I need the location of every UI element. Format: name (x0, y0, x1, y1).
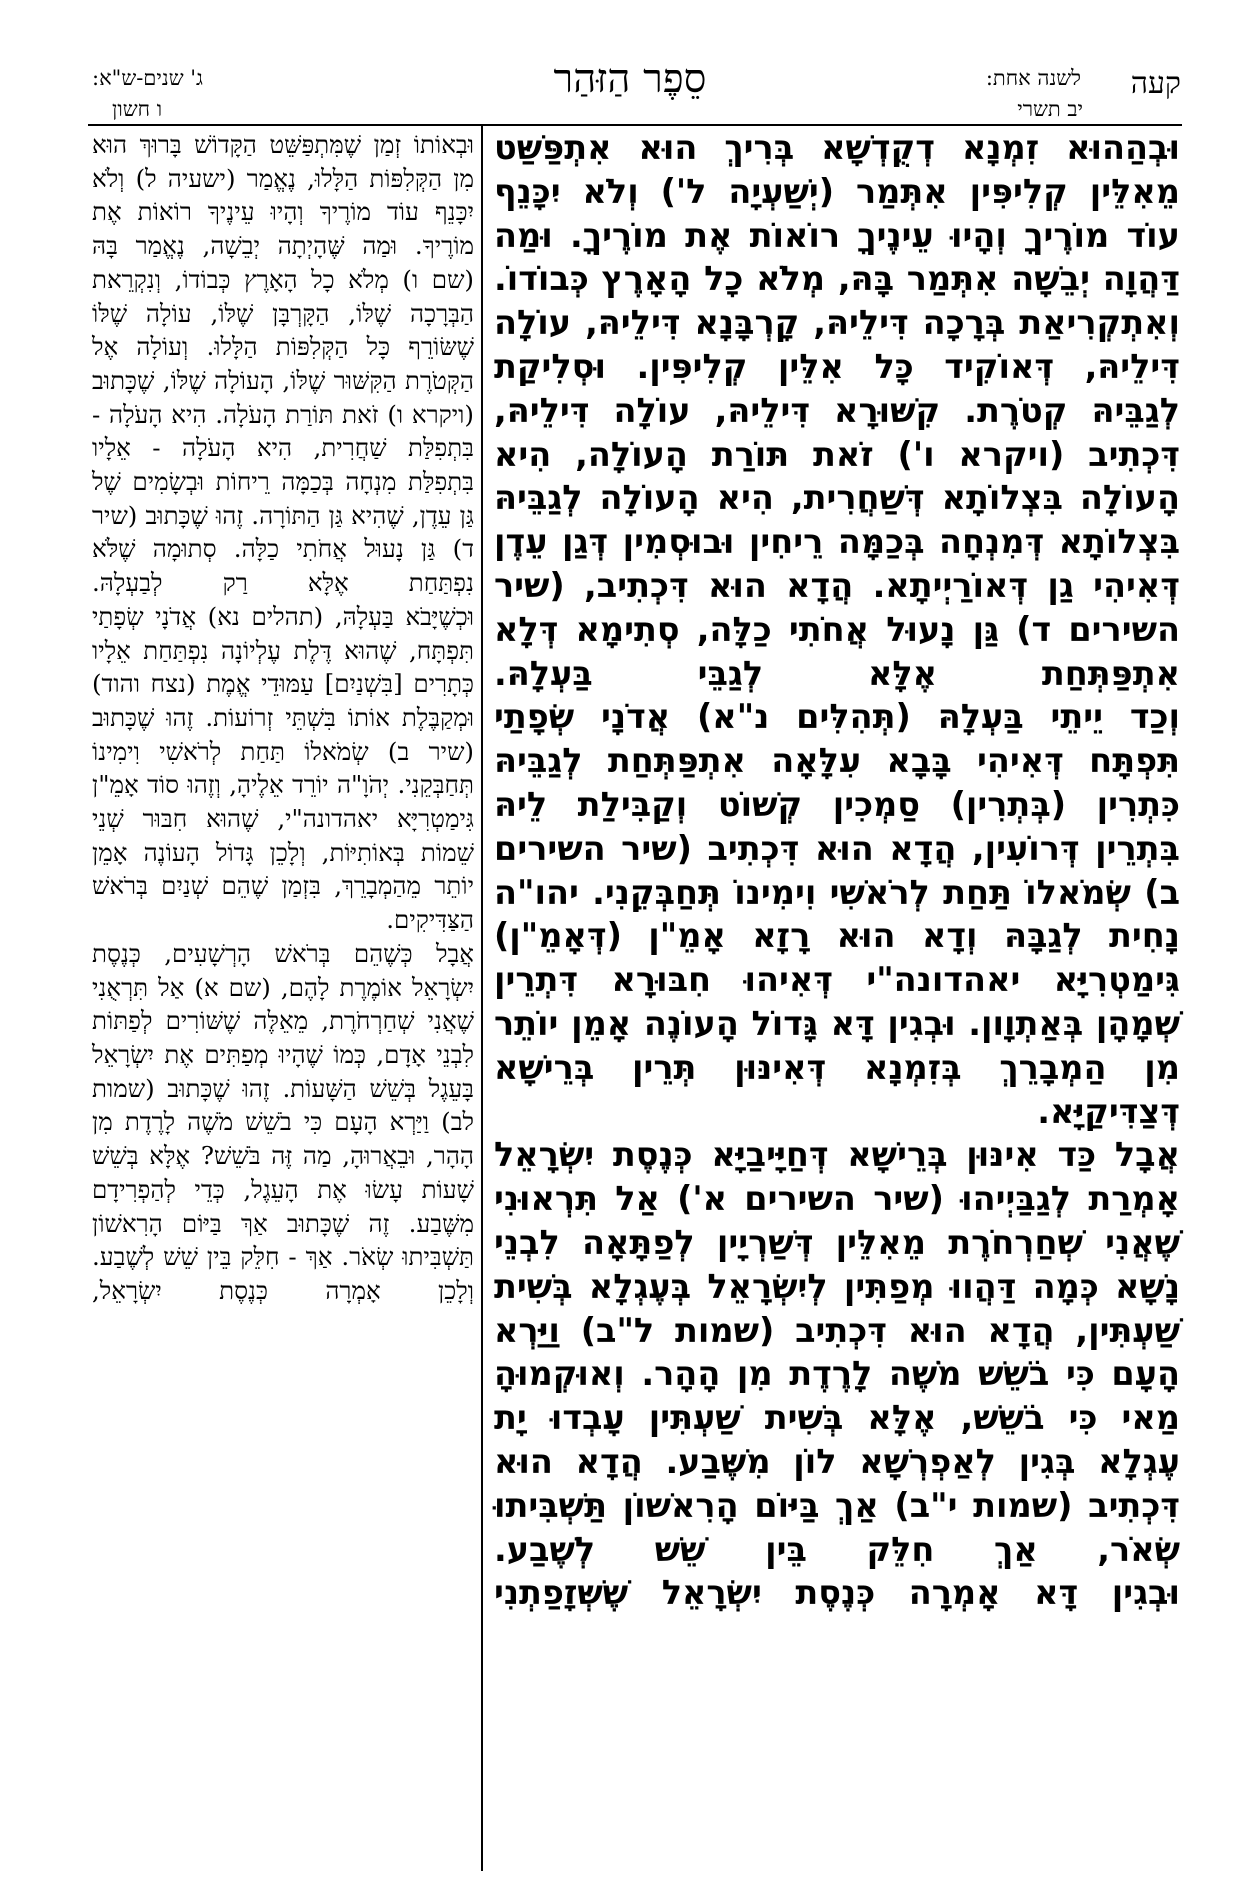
daily-schedule-three-years: ג' שנים-ש"א: (92, 66, 203, 90)
aramaic-main-column (494, 126, 1180, 1615)
daily-date-three-years: ו חשון (112, 97, 163, 121)
translation-paragraph: וְלָכֵן אָמְרָה כְּנֶסֶת יִשְׂרָאֵל, (92, 1275, 474, 1305)
page-header (0, 0, 1253, 120)
daily-date-one-year: יב תשרי (1017, 97, 1083, 121)
main-paragraph: וּבְגִין דָּא אָמְרָה כְּנֶסֶת יִשְׂרָאֵל שֶׁשְּׁזָפַתְנִי (494, 1573, 1180, 1613)
daily-schedule-one-year: לשנה אחת: (985, 66, 1081, 90)
book-title: סֵפֶר הַזּהַר (553, 56, 707, 102)
hebrew-translation-column (92, 128, 474, 1308)
translation-paragraph: וּבְאוֹתוֹ זְמַן שֶׁמִּתְפַּשֵּׁט הַקָּדוֹשׁ בָּרוּךְ הוּא מִן הַקְּלִפּוֹת הַלָּלוּ, נֶאֱמַר (ישעיה ל) וְלֹא יִכָּנֵף עוֹד מוֹרֶיךָ וְהָיוּ עֵינֶיךָ רוֹאוֹת אֶת מוֹרֶיךָ. וּמַה שֶּׁהָיְתָה יְבֵשָׁה, נֶאֱמַר בָּהּ (שם ו) מְלֹא כָל הָאָרֶץ כְּבוֹדוֹ, וְנִקְרֵאת הַבְּרָכָה שֶׁלּוֹ, הַקָּרְבָּן שֶׁלּוֹ, עוֹלָה שֶׁלּוֹ שֶׁשּׂוֹרֵף כָּל הַקְּלִפּוֹת הַלָּלוּ. וְעוֹלָה אֶל הַקְּטֹרֶת הַקִּשּׁוּר שֶׁלּוֹ, הָעוֹלָה שֶׁלּוֹ, שֶׁכָּתוּב (ויקרא ו) זֹאת תּוֹרַת הָעֹלָה. הִיא הָעֹלָה - בִּתְפִלַּת שַׁחֲרִית, הִיא הָעֹלָה - אֵלָיו בִּתְפִלַּת מִנְחָה בְּכַמָּה רֵיחוֹת וּבְשָׂמִים שֶׁל גַּן עֵדֶן, שֶׁהִיא גַּן הַתּוֹרָה. זֶהוּ שֶׁכָּתוּב (שיר ד) גַּן נָעוּל אֲחֹתִי כַלָּה. סְתוּמָה שֶׁלֹּא נִפְתַּחַת אֶלָּא רַק לְבַעְלָהּ. (92, 130, 474, 598)
main-paragraph: וְכַד יֵיתֵי בַּעְלָהּ (תְּהִלִּים נ"א) אֲדֹנָי שְׂפָתַי תִּפְתָּח דְּאִיהִי בָּבָא עִלָּאָה אִתְפַּתְּחַת לְגַבֵּיהּ כִּתְרִין (בְּתְרִין) סַמְכִין קְשׁוֹט וְקַבִּילַת לֵיהּ בִּתְרֵין דְּרוֹעִין, הֲדָא הוּא דִּכְתִיב (שיר השירים ב) שְׂמֹאלוֹ תַּחַת לְרֹאשִׁי וִימִינוֹ תְּחַבְּקֵנִי. יהו"ה נָחִית לְגַבָּהּ וְדָא הוּא רָזָא אָמֵ"ן (דְּאָמֵ"ן) גִּימַטְרִיָּא יאהדונה"י דְּאִיהוּ חִבּוּרָא דִּתְרֵין שְׁמָהָן בְּאַתְוָון. וּבְגִין דָּא גָּדוֹל הָעוֹנֶה אָמֵן יוֹתֵר מִן הַמְבָרֵךְ בְּזִמְנָא דְּאִינּוּן תְּרֵין בְּרֵישָׁא דְּצַדִּיקַיָּא. (494, 697, 1180, 1131)
translation-paragraph: אֲבָל כְּשֶׁהֵם בְּרֹאשׁ הָרְשָׁעִים, כְּנֶסֶת יִשְׂרָאֵל אוֹמֶרֶת לָהֶם, (שם א) אַל תִּרְאֻנִי שֶׁאֲנִי שְׁחַרְחֹרֶת, מֵאֵלֶּה שֶׁשּׁוֹרִים לְפַתּוֹת לִבְנֵי אָדָם, כְּמוֹ שֶׁהָיוּ מְפַתִּים אֶת יִשְׂרָאֵל בָּעֵגֶל בְּשֵׁשׁ הַשָּׁעוֹת. זֶהוּ שֶׁכָּתוּב (שמות לב) וַיַּרְא הָעָם כִּי בֹשֵׁשׁ מֹשֶׁה לָרֶדֶת מִן הָהָר, וּבֵאֲרוּהָ, מַה זֶּה בֹּשֵׁשׁ? אֶלָּא בְּשֵׁשׁ שָׁעוֹת עָשׂוּ אֶת הָעֵגֶל, כְּדֵי לְהַפְרִידָם מִשֶּׁבַע. זֶה שֶׁכָּתוּב אַךְ בַּיּוֹם הָרִאשׁוֹן תַּשְׁבִּיתוּ שְׂאֹר. אַךְ - חִלֵּק בֵּין שֵׁשׁ לְשֶׁבַע. (92, 938, 474, 1272)
translation-paragraph: וּכְשֶׁיָּבֹא בַּעְלָהּ, (תהלים נא) אֲדֹנָי שְׂפָתַי תִּפְתָּח, שֶׁהוּא דֶּלֶת עֶלְיוֹנָה נִפְתַּחַת אֵלָיו כְּתָרִים [בִּשְׁנַיִם] עַמּוּדֵי אֱמֶת (נצח והוד) וּמְקַבֶּלֶת אוֹתוֹ בִּשְׁתֵּי זְרוֹעוֹת. זֶהוּ שֶׁכָּתוּב (שיר ב) שְׂמֹאלוֹ תַּחַת לְרֹאשִׁי וִימִינוֹ תְּחַבְּקֵנִי. יְהֹוָ"ה יוֹרֵד אֵלֶיהָ, וְזֶהוּ סוֹד אָמֵ"ן גִּימַטְרִיָּא יאהדונה"י, שֶׁהוּא חִבּוּר שְׁנֵי שֵׁמוֹת בְּאוֹתִיּוֹת, וְלָכֵן גָּדוֹל הָעוֹנֶה אָמֵן יוֹתֵר מֵהַמְבָרֵךְ, בִּזְמַן שֶׁהֵם שְׁנַיִם בְּרֹאשׁ הַצַּדִּיקִים. (92, 601, 474, 935)
page-number: קעה (1130, 66, 1181, 101)
main-paragraph: וּבְהַהוּא זִמְנָא דְקֻדְשָׁא בְּרִיךְ הוּא אִתְפַּשַּׁט מֵאִלֵּין קְלִיפִּין אִתְּמַר (יְשַׁעְיָה ל') וְלֹא יִכָּנֵף עוֹד מוֹרֶיךָ וְהָיוּ עֵינֶיךָ רוֹאוֹת אֶת מוֹרֶיךָ. וּמַה דַּהֲוָה יְבֵשָׁה אִתְּמַר בָּהּ, מְלֹא כָל הָאָרֶץ כְּבוֹדוֹ. וְאִתְקְרִיאַת בְּרָכָה דִּילֵיהּ, קָרְבָּנָא דִּילֵיהּ, עוֹלָה דִּילֵיהּ, דְּאוֹקִיד כָּל אִלֵּין קְלִיפִּין. וּסְלִיקַת לְגַבֵּיהּ קְטֹרֶת. קִשּׁוּרָא דִּילֵיהּ, עוֹלָה דִּילֵיהּ, דִּכְתִיב (ויקרא ו') זֹאת תּוֹרַת הָעוֹלָה, הִיא הָעוֹלָה בִּצְלוֹתָא דְּשַׁחֲרִית, הִיא הָעוֹלָה לְגַבֵּיהּ בִּצְלוֹתָא דְּמִנְחָה בְּכַמָּה רֵיחִין וּבוּסְמִין דְּגַן עֵדֶן דְּאִיהִי גַן דְּאוֹרַיְיתָא. הֲדָא הוּא דִּכְתִיב, (שיר השירים ד) גַּן נָעוּל אֲחֹתִי כַלָּה, סְתִימָא דְּלָא אִתְפַּתְּחַת אֶלָּא לְגַבֵּי בַּעְלָהּ. (494, 128, 1180, 693)
column-divider (481, 126, 483, 1871)
main-paragraph: אֲבָל כַּד אִינּוּן בְּרֵישָׁא דְּחַיָּיבַיָּא כְּנֶסֶת יִשְׂרָאֵל אָמְרַת לְגַבַּיְיהוּ (שיר השירים א') אַל תִּרְאוּנִי שֶׁאֲנִי שְׁחַרְחֹרֶת מֵאִלֵּין דְּשַׁרְיָין לְפַתָּאָה לִבְנֵי נָשָׁא כְּמָה דַּהֲווּ מְפַתִּין לְיִשְׂרָאֵל בְּעֶגְלָא בְּשִׁית שַׁעְתִּין, הֲדָא הוּא דִּכְתִיב (שמות ל"ב) וַיַּרְא הָעָם כִּי בֹשֵׁשׁ מֹשֶׁה לָרֶדֶת מִן הָהָר. וְאוּקְמוּהָ מַאי כִּי בֹשֵׁשׁ, אֶלָּא בְּשִׁית שַׁעְתִּין עָבְדוּ יָת עֶגְלָא בְּגִין לְאַפְרְשָׁא לוֹן מִשֶּׁבַע. הֲדָא הוּא דִּכְתִיב (שמות י"ב) אַךְ בַּיּוֹם הָרִאשׁוֹן תַּשְׁבִּיתוּ שְׂאֹר, אַךְ חִלֵּק בֵּין שֵׁשׁ לְשֶׁבַע. (494, 1135, 1180, 1569)
